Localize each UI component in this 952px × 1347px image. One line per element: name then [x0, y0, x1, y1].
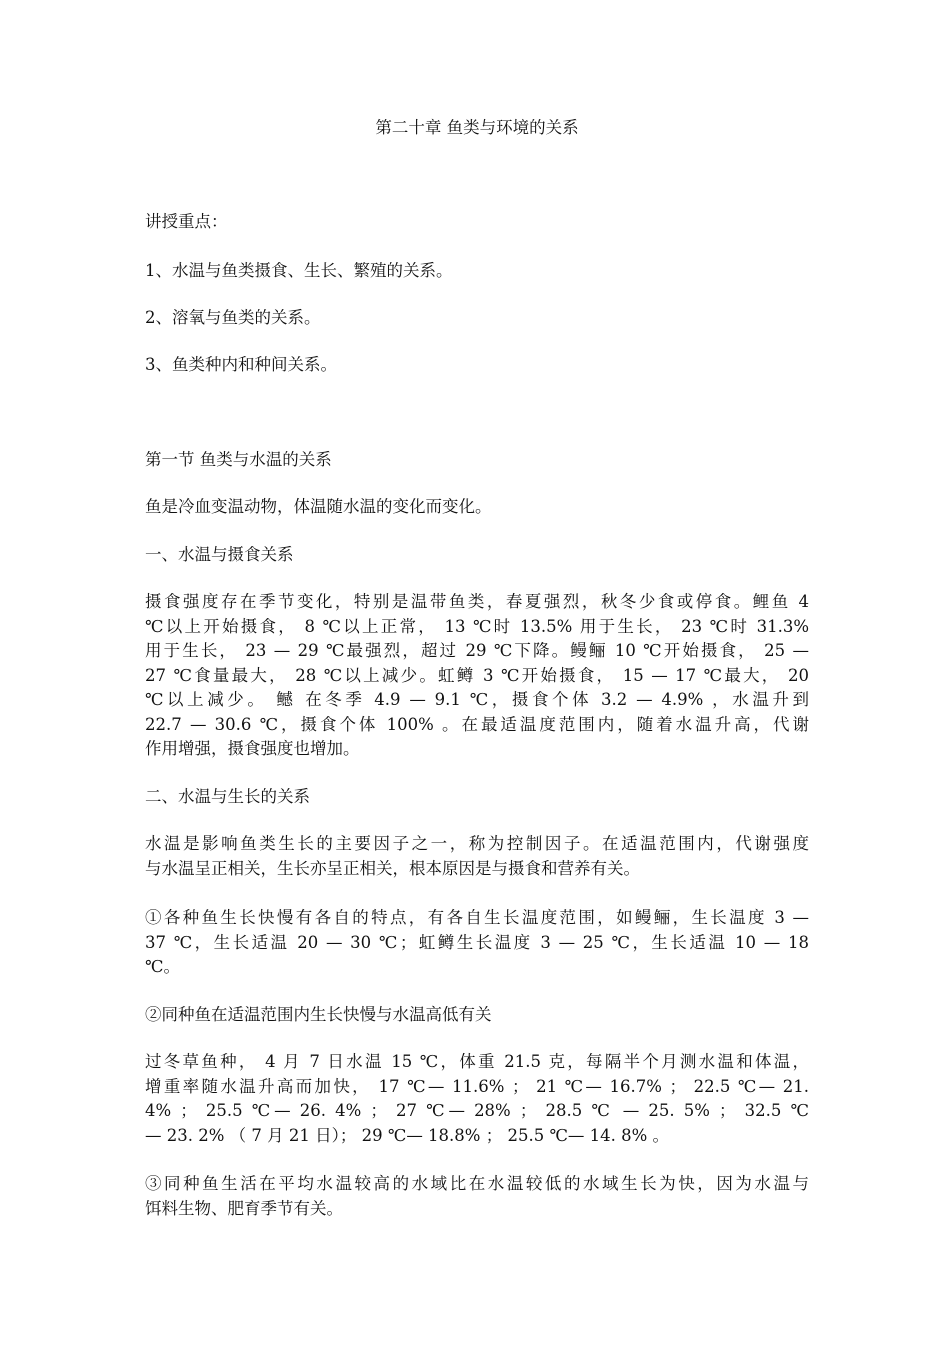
body-line: ℃以上开始摄食， 8 ℃以上正常， 13 ℃时 13.5% 用于生长， 23 ℃时 31.3% [145, 616, 809, 636]
point-2-body [145, 1050, 809, 1148]
section-title: 第一节 鱼类与水温的关系 [145, 450, 332, 469]
body-line: 过冬草鱼种， 4 月 7 日水温 15 ℃，体重 21.5 克，每隔半个月测水温和体温， [145, 1052, 809, 1071]
body-line: 22.7 — 30.6 ℃，摄食个体 100% 。在最适温度范围内，随着水温升高，代谢 [145, 714, 809, 734]
point-2-title: ②同种鱼在适温范围内生长快慢与水温高低有关 [145, 1005, 492, 1024]
subsection-1-body [145, 590, 809, 762]
body-line: 水温是影响鱼类生长的主要因子之一，称为控制因子。在适温范围内，代谢强度 [145, 834, 809, 853]
body-line: 摄食强度存在季节变化，特别是温带鱼类，春夏强烈，秋冬少食或停食。鲤鱼 4 [145, 592, 809, 611]
focus-heading: 讲授重点： [145, 212, 228, 231]
subsection-1-title: 一、水温与摄食关系 [145, 545, 294, 564]
body-line: ③同种鱼生活在平均水温较高的水域比在水温较低的水域生长为快，因为水温与 [145, 1174, 809, 1193]
point-1 [145, 906, 809, 980]
body-line: 用于生长， 23 — 29 ℃最强烈，超过 29 ℃下降。鳗鲡 10 ℃开始摄食， 25 — [145, 641, 809, 660]
body-line: 与水温呈正相关，生长亦呈正相关，根本原因是与摄食和营养有关。 [145, 858, 640, 878]
body-line: 37 ℃，生长适温 20 — 30 ℃；虹鳟生长温度 3 — 25 ℃，生长适温 10 — 18 [145, 932, 809, 952]
body-line: — 23. 2% （ 7 月 21 日）； 29 ℃— 18.8% ； 25.5 ℃— 14. 8% 。 [145, 1125, 670, 1145]
body-line: ℃。 [145, 957, 180, 976]
focus-item-2: 2、溶氧与鱼类的关系。 [145, 308, 321, 327]
intro-paragraph: 鱼是冷血变温动物，体温随水温的变化而变化。 [145, 497, 492, 516]
body-line: 增重率随水温升高而加快， 17 ℃— 11.6% ； 21 ℃— 16.7% ； 22.5 ℃— 21. [145, 1076, 809, 1096]
chapter-title: 第二十章 鱼类与环境的关系 [375, 118, 579, 137]
body-line: ℃以上减少。 鳡 在冬季 4.9 — 9.1 ℃，摄食个体 3.2 — 4.9% ，水温升到 [145, 690, 809, 709]
body-line: 27 ℃食量最大， 28 ℃以上减少。虹鳟 3 ℃开始摄食， 15 — 17 ℃最大， 20 [145, 665, 809, 685]
body-line: 饵料生物、肥育季节有关。 [145, 1198, 343, 1218]
focus-item-1: 1、水温与鱼类摄食、生长、繁殖的关系。 [145, 261, 453, 280]
body-line: 作用增强，摄食强度也增加。 [145, 739, 360, 758]
point-3 [145, 1172, 809, 1221]
subsection-2-body [145, 832, 809, 881]
body-line: 4% ； 25.5 ℃— 26. 4% ； 27 ℃— 28% ； 28.5 ℃ — 25. 5% ； 32.5 ℃ [145, 1101, 809, 1120]
subsection-2-title: 二、水温与生长的关系 [145, 787, 310, 806]
body-line: ①各种鱼生长快慢有各自的特点，有各自生长温度范围，如鳗鲡，生长温度 3 — [145, 908, 809, 927]
focus-item-3: 3、鱼类种内和种间关系。 [145, 355, 337, 374]
